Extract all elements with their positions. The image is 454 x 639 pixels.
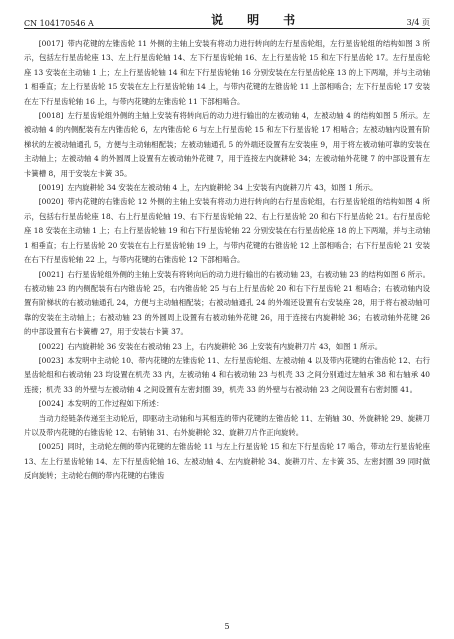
paragraph-text: 带内花键的右锥齿轮 12 外侧的主轴上安装有将动力进行转向的右行星齿轮组，右行星齿轮组的结构如图 4 所示，包括右行星齿轮座 18、右上行星齿轮轴 19、右下行星齿轮轴 22、右上行星齿轮 20 和右下行星齿轮 21。右行星齿轮座 18 安装在主动轴 1 上；右上行星齿轮轴 19 和右下行星齿轮轴 22 分别安装在右行星齿轮座 18 的上下两端，并与主动轴 1 相垂直；右上行星齿轮 20 安装在右上行星齿轮轴 19 上，与带内花键的右锥齿轮 12 上部相啮合；右下行星齿轮 21 安装在右下行星齿轮轴 22 上，与带内花键的右锥齿轮 12 下部相啮合。 xyxy=(24,197,430,265)
paragraph-number: [0021] xyxy=(38,269,64,279)
paragraph-number: [0022] xyxy=(38,341,64,351)
paragraph-number: [0017] xyxy=(38,39,64,48)
paragraph-number: [0023] xyxy=(38,355,64,365)
paragraph xyxy=(24,340,430,354)
paragraph xyxy=(24,440,430,483)
paragraph-text: 本发明中主动轮 10、带内花键的左锥齿轮 11、左行星齿轮组、左被动轴 4 以及带内花键的右锥齿轮 12、右行星齿轮组和右被动轴 23 均设置在机壳 33 内，左被动轴 4 和右被动轴 23 与机壳 33 之间分别通过左轴承 38 和右轴承 40 连接；机壳 33 的外壁与左被动轴 4 之间设置有左密封圈 39，机壳 33 的外壁与右被动轴 23 之间设置有右密封圈 41。 xyxy=(24,355,430,394)
paragraph xyxy=(24,195,430,267)
paragraph-text: 带内花键的左锥齿轮 11 外侧的主轴上安装有将动力进行转向的左行星齿轮组，左行星齿轮组的结构如图 3 所示，包括左行星齿轮座 13、左上行星齿轮轴 14、左下行星齿轮轴 16、左上行星齿轮 15 和左下行星齿轮 17。左行星齿轮座 13 安装在主动轴 1 上；左上行星齿轮轴 14 和左下行星齿轮轴 16 分别安装在左行星齿轮座 13 的上下两端，并与主动轴 1 相垂直；左上行星齿轮 15 安装在左上行星齿轮轴 14 上，与带内花键的左锥齿轮 11 上部相啮合；左下行星齿轮 17 安装在左下行星齿轮轴 16 上，与带内花键的左锥齿轮 11 下部相啮合。 xyxy=(24,39,430,106)
paragraph xyxy=(24,268,430,340)
paragraph xyxy=(24,181,430,195)
paragraph xyxy=(24,412,430,441)
paragraph xyxy=(24,354,430,397)
paragraph-text: 右内旋耕轮 36 安装在右被动轴 23 上，右内旋耕轮 36 上安装有内旋耕刀片 43，如图 1 所示。 xyxy=(67,341,383,351)
paragraph-text: 右行星齿轮组外侧的主轴上安装有将转向后的动力进行输出的右被动轴 23，右被动轴 23 的结构如图 6 所示。右被动轴 23 的内侧配装有右内锥齿轮 25，右内锥齿轮 25 与右上行星齿轮 20 和右下行星齿轮 21 相啮合；右被动轴内设置有阶梯状的右被动轴通孔 24，方便与主动轴相配装；右被动轴通孔 24 的外端还设置有右安装座 28，用于将右被动轴可靠的安装在主动轴上；右被动轴 23 的外圆周上设置有右被动轴外花键 26，用于连接右内旋耕轮 36；右被动轴外花键 26 的中部设置有右卡簧槽 27，用于安装右卡簧 37。 xyxy=(24,269,430,337)
paragraph-text: 左行星齿轮组外侧的主轴上安装有将转向后的动力进行输出的左被动轴 4，左被动轴 4 的结构如图 5 所示。左被动轴 4 的内侧配装有左内锥齿轮 6，左内锥齿轮 6 与左上行星齿轮 15 和左下行星齿轮 17 相啮合；左被动轴内设置有阶梯状的左被动轴通孔 5，方便与主动轴相配装；左被动轴通孔 5 的外端还设置有左安装座 9，用于将左被动轴可靠的安装在主动轴上；左被动轴 4 的外圆周上设置有左被动轴外花键 7，用于连接左内旋耕轮 34；左被动轴外花键 7 的中部设置有左卡簧槽 8，用于安装左卡簧 35。 xyxy=(24,111,430,178)
document-body xyxy=(24,29,430,484)
paragraph xyxy=(24,37,430,109)
paragraph-number: [0025] xyxy=(38,442,64,452)
page-header xyxy=(24,6,430,29)
patent-number: CN 104170546 A xyxy=(24,19,94,28)
paragraph-number: [0024] xyxy=(38,399,64,409)
paragraph-number: [0020] xyxy=(38,197,64,207)
paragraph xyxy=(24,109,430,181)
page-fraction: 3/4 页 xyxy=(406,18,430,27)
paragraph-number: [0019] xyxy=(38,183,64,193)
paragraph-text: 同时，主动轮左侧的带内花键的左锥齿轮 11 与左上行星齿轮 15 和左下行星齿轮 17 啮合，带动左行星齿轮座 13、左上行星齿轮轴 14、左下行星齿轮轴 16、左被动轴 4、左内旋耕轮 34、旋耕刀片、左卡簧 35、左密封圈 39 同时做反向旋转；主动轮右侧的带内花键的右锥齿 xyxy=(24,442,430,481)
paragraph-number: [0018] xyxy=(38,111,64,121)
page-number: 5 xyxy=(224,622,230,631)
paragraph xyxy=(24,397,430,411)
paragraph-text: 本发明的工作过程如下所述： xyxy=(67,399,164,409)
paragraph-text: 左内旋耕轮 34 安装在左被动轴 4 上，左内旋耕轮 34 上安装有内旋耕刀片 43，如图 1 所示。 xyxy=(67,183,378,193)
paragraph-text: 当动力经链条传递至主动轮后，即驱动主动轴和与其相连的带内花键的左锥齿轮 11、左销轴 30、外旋耕轮 29、旋耕刀片以及带内花键的右锥齿轮 12、右销轴 31、右外旋耕轮 32、旋耕刀片作正向旋转。 xyxy=(24,413,430,437)
document-title: 说 明 书 xyxy=(211,13,302,27)
